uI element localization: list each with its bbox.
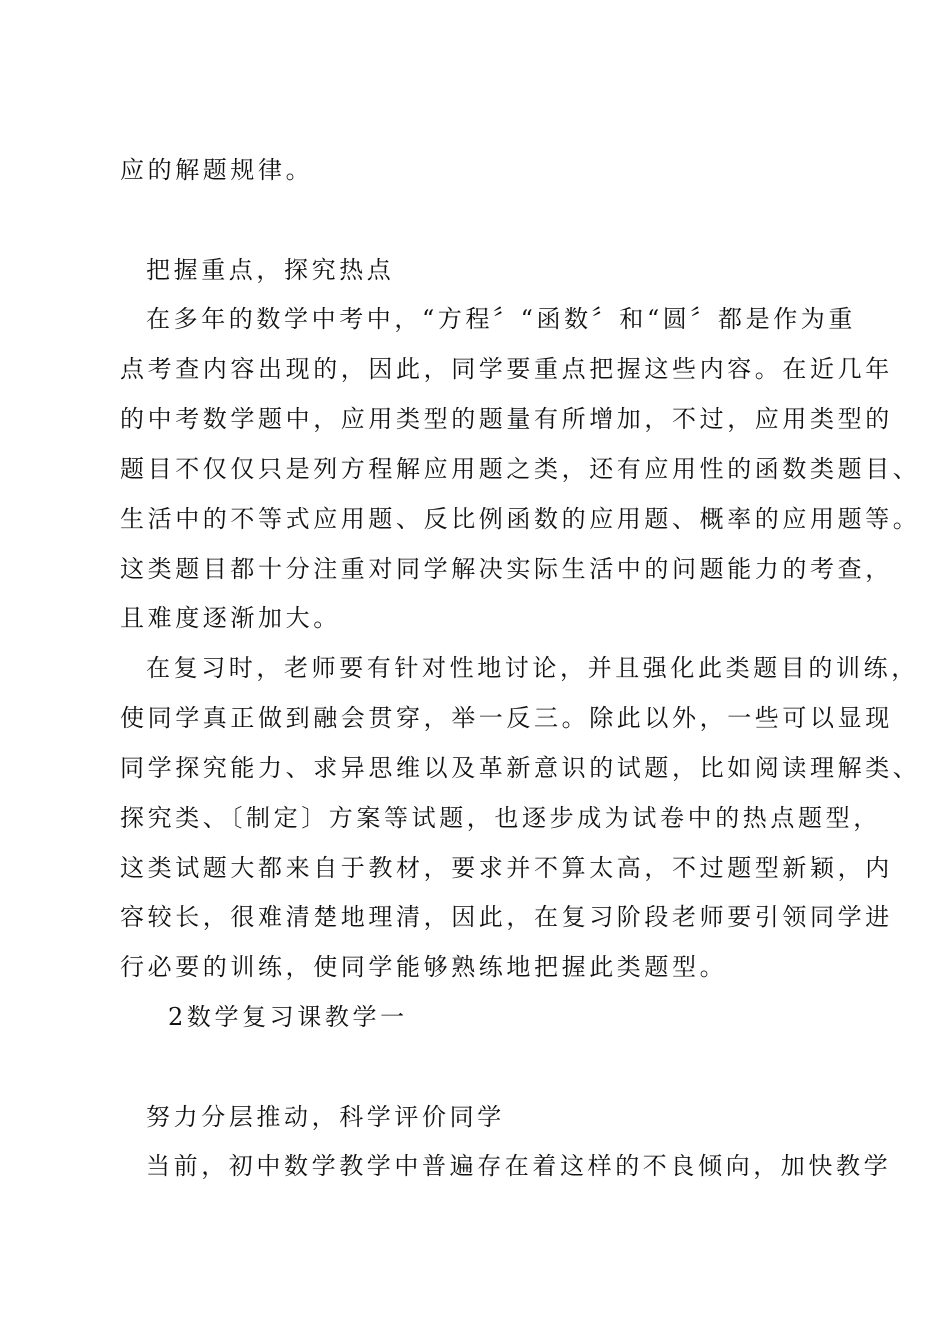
paragraph-line: 探究类、〔制定〕方案等试题，也逐步成为试卷中的热点题型， (120, 804, 881, 832)
paragraph-line: 生活中的不等式应用题、反比例函数的应用题、概率的应用题等。 (120, 505, 921, 533)
section-heading: 把握重点，探究热点 (146, 256, 395, 284)
paragraph-line: 的中考数学题中，应用类型的题量有所增加，不过，应用类型的 (120, 405, 893, 433)
paragraph-line: 应的解题规律。 (120, 156, 314, 184)
paragraph-line: 容较长，很难清楚地理清，因此，在复习阶段老师要引领同学进 (120, 903, 893, 931)
section-number-heading: 2数学复习课教学一 (168, 1003, 408, 1031)
section-heading: 努力分层推动，科学评价同学 (146, 1103, 505, 1131)
paragraph-line: 在多年的数学中考中，“方程〞“函数〞和“圆〞都是作为重 (146, 305, 857, 333)
paragraph-line: 题目不仅仅只是列方程解应用题之类，还有应用性的函数类题目、 (120, 455, 921, 483)
paragraph-line: 行必要的训练，使同学能够熟练地把握此类题型。 (120, 953, 728, 981)
paragraph-line: 这类题目都十分注重对同学解决实际生活中的问题能力的考查， (120, 555, 893, 583)
paragraph-line: 同学探究能力、求异思维以及革新意识的试题，比如阅读理解类、 (120, 754, 921, 782)
paragraph-line: 在复习时，老师要有针对性地讨论，并且强化此类题目的训练， (146, 654, 919, 682)
paragraph-line: 当前，初中数学教学中普遍存在着这样的不良倾向，加快教学 (146, 1152, 892, 1180)
paragraph-line: 且难度逐渐加大。 (120, 604, 341, 632)
paragraph-line: 这类试题大都来自于教材，要求并不算太高，不过题型新颖，内 (120, 854, 893, 882)
paragraph-line: 使同学真正做到融会贯穿，举一反三。除此以外，一些可以显现 (120, 704, 893, 732)
paragraph-line: 点考查内容出现的，因此，同学要重点把握这些内容。在近几年 (120, 355, 893, 383)
